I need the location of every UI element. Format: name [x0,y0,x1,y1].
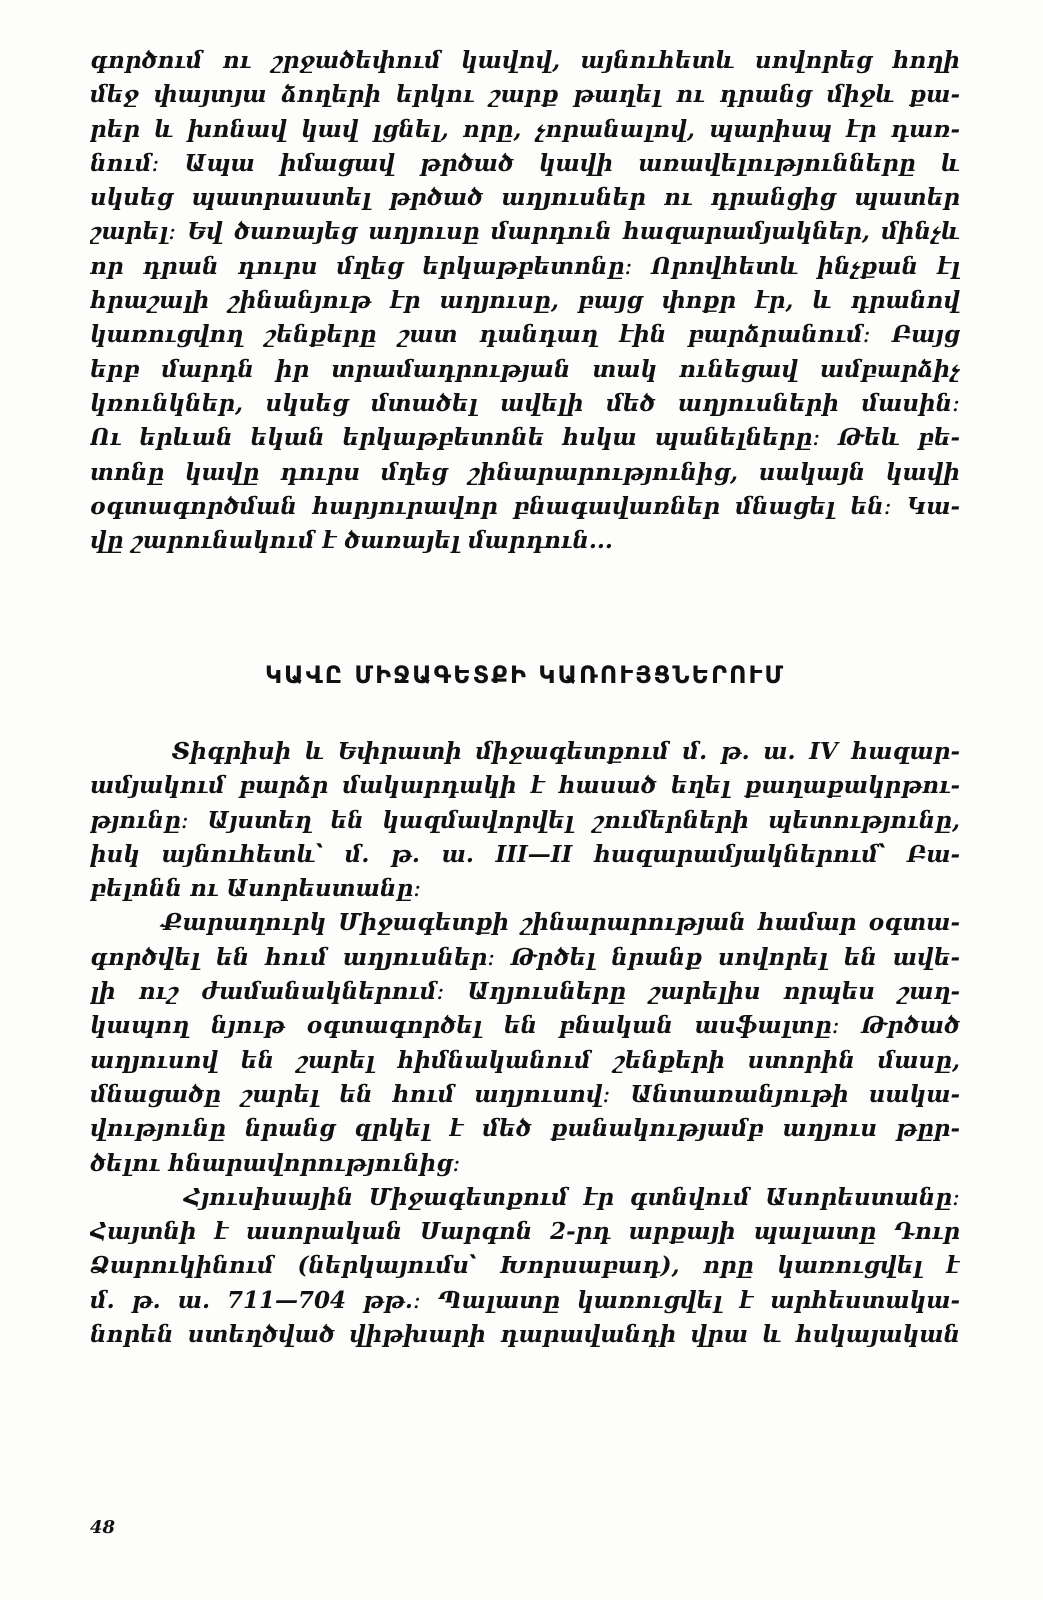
text-line: աղյուսով են շարել հիմնականում շենքերի ստորին մասը, [90,1046,960,1074]
text-line: իսկ այնուհետև՝ մ. թ. ա. III—II հազարամյակներում՝ Բա- [90,840,960,868]
opening-paragraph [90,44,960,558]
text-line: Ու երևան եկան երկաթբետոնե հսկա պանելները։ Թեև բե- [90,424,960,452]
text-line: Քարաղուրկ Միջագետքի շինարարության համար օգտա- [90,909,960,937]
text-line: ամյակում բարձր մակարդակի է հասած եղել քաղաքակրթու- [90,772,960,800]
text-line: վությունը նրանց զրկել է մեծ քանակությամբ աղյուս թըր- [90,1115,960,1143]
text-line: սկսեց պատրաստել թրծած աղյուսներ ու դրանցից պատեր [90,184,960,212]
section-heading: ԿԱՎԸ ՄԻՋԱԳԵՏՔԻ ԿԱՌՈՒՅՑՆԵՐՈՒՄ [264,661,786,689]
text-line: հրաշալի շինանյութ էր աղյուսը, բայց փոքր էր, և դրանով [90,287,960,315]
text-line: լի ուշ ժամանակներում։ Աղյուսները շարելիս որպես շաղ- [90,978,960,1006]
text-line: թյունը։ Այստեղ են կազմավորվել շումերների պետությունը, [90,806,960,834]
text-line: բելոնն ու Ասորեստանը։ [90,875,422,903]
text-line: կռունկներ, սկսեց մտածել ավելի մեծ աղյուսների մասին։ [90,389,960,417]
text-line: Ձարուկինում (ներկայումս՝ Խորսաբադ), որը կառուցվել է [90,1252,960,1280]
text-line: մնացածը շարել են հում աղյուսով։ Անտառանյութի սակա- [90,1080,960,1108]
text-line: նորեն ստեղծված վիթխարի դարավանդի վրա և հսկայական [90,1321,960,1349]
text-line: ծելու հնարավորությունից։ [90,1149,461,1177]
text-line: նում։ Ապա իմացավ թրծած կավի առավելությունները և [90,149,960,177]
text-line: րեր և խոնավ կավ լցնել, որը, չորանալով, պարիսպ էր դառ- [90,115,960,143]
text-line: Հայտնի է ասորական Սարգոն 2-րդ արքայի պալատը Դուր [90,1218,960,1246]
text-line: կառուցվող շենքերը շատ դանդաղ էին բարձրանում։ Բայց [90,321,960,349]
text-line: օգտագործման հարյուրավոր բնագավառներ մնացել են։ Կա- [90,492,960,520]
text-line: գործում ու շրջածեփում կավով, այնուհետև սովորեց հողի [90,47,960,74]
text-line: երբ մարդն իր տրամադրության տակ ունեցավ ամբարձիչ [90,355,960,383]
text-line: տոնը կավը դուրս մղեց շինարարությունից, սակայն կավի [90,458,960,486]
page-number: 48 [90,1517,116,1538]
text-line: Տիգրիսի և Եփրատի միջագետքում մ. թ. ա. IV հազար- [90,738,960,765]
text-line: մ. թ. ա. 711—704 թթ.։ Պալատը կառուցվել է արհեստակա- [90,1286,960,1314]
text-line: որ դրան դուրս մղեց երկաթբետոնը։ Որովհետև ինչքան էլ [90,252,960,280]
text-line: Հյուսիսային Միջագետքում էր գտնվում Ասորեստանը։ [90,1183,960,1211]
text-line: մեջ փայտյա ձողերի երկու շարք թաղել ու դրանց միջև քա- [90,81,960,109]
text-line: վը շարունակում է ծառայել մարդուն... [90,527,613,555]
section-body [90,735,960,1352]
text-line: կապող նյութ օգտագործել են բնական ասֆալտը։ Թրծած [90,1012,960,1040]
text-line: շարել։ Եվ ծառայեց աղյուսը մարդուն հազարամյակներ, մինչև [90,218,960,246]
text-line: գործվել են հում աղյուսներ։ Թրծել նրանք սովորել են ավե- [90,943,960,971]
